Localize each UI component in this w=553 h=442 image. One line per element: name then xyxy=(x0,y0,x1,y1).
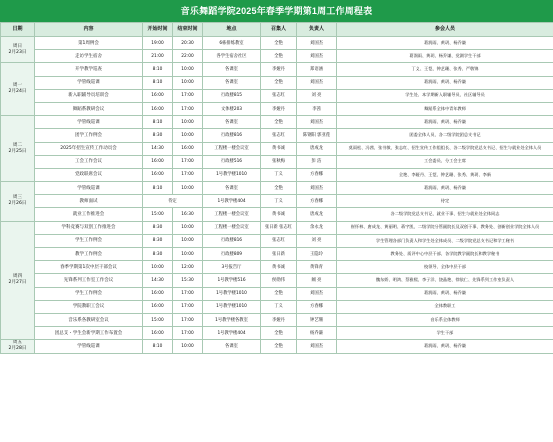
table-row xyxy=(1,327,553,340)
leader-cell: 刘国杰 xyxy=(297,340,337,353)
place-cell: 3号报告厅 xyxy=(203,261,261,274)
date-label: 2月23日 xyxy=(8,49,27,55)
header-place: 地点 xyxy=(203,23,261,37)
convener-cell: 全艳 xyxy=(261,340,297,353)
end-time-cell: 15:30 xyxy=(173,274,203,287)
leader-cell: 刘国杰 xyxy=(297,287,337,300)
leader-cell: 陈钢阳 郭亚莲 xyxy=(297,129,337,142)
leader-cell: 彭 洁 xyxy=(297,155,337,168)
leader-cell: 方春娜 xyxy=(297,195,337,208)
start-time-cell: 14:30 xyxy=(143,142,173,155)
attendees-cell: 葛润雨、黄玥、杨乔谦 xyxy=(337,37,553,50)
content-cell: 学管线巡课 xyxy=(35,116,143,129)
content-cell: 教学工作例会 xyxy=(35,248,143,261)
attendees-cell: 葛润雨、黄玥、杨乔谦 xyxy=(337,340,553,353)
start-time-cell: 16:00 xyxy=(143,89,173,102)
attendees-cell: 待定 xyxy=(337,195,553,208)
leader-cell: 杨乔谦 xyxy=(297,327,337,340)
date-label: 2月28日 xyxy=(8,346,27,352)
leader-cell: 刘 亮 xyxy=(297,234,337,247)
end-time-cell: 16:30 xyxy=(173,208,203,221)
date-cell xyxy=(1,116,35,182)
table-row xyxy=(1,182,553,195)
attendees-cell: 丁义、王恺、钟艺珊、张秀、严敬锦 xyxy=(337,63,553,76)
leader-cell: 王隐玲 xyxy=(297,248,337,261)
start-time-cell: 8:30 xyxy=(143,248,173,261)
place-cell: 各课室 xyxy=(203,76,261,89)
attendees-cell: 校领导、全体中层干部 xyxy=(337,261,553,274)
content-cell: 学科竞赛与双创工作推进会 xyxy=(35,221,143,234)
end-time-cell: 16:00 xyxy=(173,142,203,155)
attendees-cell: 葛润雨、黄玥、杨乔谦 xyxy=(337,287,553,300)
convener-cell: 张日新 xyxy=(261,248,297,261)
start-time-cell: 8:10 xyxy=(143,340,173,353)
header-start-time: 开始时间 xyxy=(143,23,173,37)
start-time-cell: 8:10 xyxy=(143,116,173,129)
content-cell: 团学工作例会 xyxy=(35,129,143,142)
leader-cell: 唐成龙 xyxy=(297,208,337,221)
start-time-cell: 16:00 xyxy=(143,327,173,340)
start-time-cell: 8:30 xyxy=(143,221,173,234)
end-time-cell: 17:00 xyxy=(173,89,203,102)
start-time-cell: 15:00 xyxy=(143,208,173,221)
date-cell xyxy=(1,340,35,353)
content-cell: 新入职辅导员培训会 xyxy=(35,89,143,102)
convener-cell: 李娅丹 xyxy=(261,313,297,326)
convener-cell: 黄书诚 xyxy=(261,261,297,274)
end-time-cell: 10:00 xyxy=(173,76,203,89)
content-cell: 学管线巡课 xyxy=(35,76,143,89)
place-cell: 行政楼516 xyxy=(203,155,261,168)
place-cell: 各课室 xyxy=(203,182,261,195)
place-cell: 文体楼203 xyxy=(203,102,261,115)
leader-cell: 刘国杰 xyxy=(297,76,337,89)
place-cell: 行政楼809 xyxy=(203,248,261,261)
date-cell xyxy=(1,182,35,222)
header-convener: 召集人 xyxy=(261,23,297,37)
date-label: 2月25日 xyxy=(8,148,27,154)
end-time-cell: 17:00 xyxy=(173,168,203,181)
table-row xyxy=(1,129,553,142)
end-time-cell: 10:00 xyxy=(173,340,203,353)
leader-cell: 刘国杰 xyxy=(297,182,337,195)
schedule-table xyxy=(0,22,553,354)
convener-cell: 全艳 xyxy=(261,327,297,340)
attendees-cell: 全艳、李娅丹、王恺、钟艺珊、张秀、黄玥、李新 xyxy=(337,168,553,181)
start-time-cell: 19:00 xyxy=(143,37,173,50)
convener-cell: 全艳 xyxy=(261,50,297,63)
start-time-cell: 16:00 xyxy=(143,287,173,300)
attendees-cell: 全体教职工 xyxy=(337,300,553,313)
table-row xyxy=(1,76,553,89)
header-row xyxy=(1,23,553,37)
table-row xyxy=(1,142,553,155)
place-cell: 1号教学楼各教室 xyxy=(203,313,261,326)
start-time-cell: 21:00 xyxy=(143,50,173,63)
table-row xyxy=(1,274,553,287)
table-row xyxy=(1,63,553,76)
leader-cell: 余永龙 xyxy=(297,221,337,234)
convener-cell: 李娅丹 xyxy=(261,102,297,115)
place-cell: 工程楼一楼会议室 xyxy=(203,221,261,234)
end-time-cell: 17:00 xyxy=(173,327,203,340)
place-cell: 1号教学楼516 xyxy=(203,274,261,287)
content-cell: 学生工作例会 xyxy=(35,234,143,247)
convener-cell: 黄书诚 xyxy=(261,208,297,221)
end-time-cell: 10:00 xyxy=(173,182,203,195)
convener-cell: 张志红 xyxy=(261,89,297,102)
place-cell: 行政楼815 xyxy=(203,89,261,102)
attendees-cell: 教务处、质评中心中层干部、各学院教学副院长和教学秘书 xyxy=(337,248,553,261)
attendees-cell: 学生管理各部门负责人和学生处全体成员、二级学院党总支书记和学工秘书 xyxy=(337,234,553,247)
content-cell: 春季学期第1次中层干部会议 xyxy=(35,261,143,274)
date-cell xyxy=(1,37,35,63)
start-time-cell: 16:00 xyxy=(143,300,173,313)
end-time-cell: 17:00 xyxy=(173,287,203,300)
content-cell: 教师面试 xyxy=(35,195,143,208)
table-row xyxy=(1,261,553,274)
place-cell: 1号教学楼404 xyxy=(203,327,261,340)
attendees-cell: 葛润雨、黄玥、杨乔谦 xyxy=(337,182,553,195)
end-time-cell: 10:00 xyxy=(173,63,203,76)
time-cell: 待定 xyxy=(143,195,203,208)
end-time-cell: 10:00 xyxy=(173,129,203,142)
end-time-cell: 22:00 xyxy=(173,50,203,63)
leader-cell: 阚 亮 xyxy=(297,274,337,287)
content-cell: 学生工作例会 xyxy=(35,287,143,300)
content-cell: 工会工作会议 xyxy=(35,155,143,168)
convener-cell: 全艳 xyxy=(261,76,297,89)
convener-cell: 张日新 张志红 xyxy=(261,221,297,234)
table-row xyxy=(1,168,553,181)
leader-cell: 刘国杰 xyxy=(297,116,337,129)
content-cell: 学院教职工会议 xyxy=(35,300,143,313)
content-cell: 学管线巡课 xyxy=(35,182,143,195)
start-time-cell: 8:10 xyxy=(143,182,173,195)
content-cell: 走访学生宿舍 xyxy=(35,50,143,63)
table-row xyxy=(1,89,553,102)
content-cell: 团总支・学生会新学期工作布置会 xyxy=(35,327,143,340)
content-cell: 音乐系各教研室会议 xyxy=(35,313,143,326)
convener-cell: 侯勋伟 xyxy=(261,274,297,287)
table-row xyxy=(1,208,553,221)
convener-cell: 全艳 xyxy=(261,116,297,129)
place-cell: 工程楼一楼会议室 xyxy=(203,208,261,221)
place-cell: 1号教学楼404 xyxy=(203,195,261,208)
start-time-cell: 8:10 xyxy=(143,63,173,76)
end-time-cell: 12:00 xyxy=(173,261,203,274)
table-row xyxy=(1,340,553,353)
leader-cell: 钟艺珊 xyxy=(297,313,337,326)
content-cell: 先锋系列工作室工作会议 xyxy=(35,274,143,287)
attendees-cell: 工会委员、分工会主席 xyxy=(337,155,553,168)
table-row xyxy=(1,50,553,63)
place-cell: 6栋排练教室 xyxy=(203,37,261,50)
end-time-cell: 17:00 xyxy=(173,155,203,168)
convener-cell: 全艳 xyxy=(261,182,297,195)
place-cell: 各课室 xyxy=(203,340,261,353)
attendees-cell: 团委全体人员、各二级学院团总支书记 xyxy=(337,129,553,142)
content-cell: 开学教学巡查 xyxy=(35,63,143,76)
place-cell: 行政楼816 xyxy=(203,234,261,247)
start-time-cell: 8:30 xyxy=(143,129,173,142)
table-row xyxy=(1,102,553,115)
content-cell: 学管线巡课 xyxy=(35,340,143,353)
weekday-label: 周五 xyxy=(12,340,23,346)
convener-cell: 丁义 xyxy=(261,168,297,181)
place-cell: 工程楼一楼会议室 xyxy=(203,142,261,155)
content-cell: 2025年招生宣传工作动员会 xyxy=(35,142,143,155)
convener-cell: 丁义 xyxy=(261,300,297,313)
leader-cell: 黄锋青 xyxy=(297,261,337,274)
attendees-cell: 音乐系全体教师 xyxy=(337,313,553,326)
table-row xyxy=(1,195,553,208)
start-time-cell: 8:10 xyxy=(143,76,173,89)
leader-cell: 方春娜 xyxy=(297,300,337,313)
leader-cell: 唐成龙 xyxy=(297,142,337,155)
place-cell: 1号教学楼1010 xyxy=(203,287,261,300)
content-cell: 舞蹈系教研会议 xyxy=(35,102,143,115)
attendees-cell: 崔怀林、唐成龙、黄丽明、蒋宇凯、二级学院分管副院长及双创干事、教务处、创新创业学院全体人员 xyxy=(337,221,553,234)
schedule-title: 音乐舞蹈学院2025年春季学期第1周工作周程表 xyxy=(0,0,553,22)
table-row xyxy=(1,287,553,300)
date-label: 2月26日 xyxy=(8,201,27,207)
leader-cell: 李茜 xyxy=(297,102,337,115)
table-row xyxy=(1,116,553,129)
weekday-label: 周一 xyxy=(12,83,23,89)
header-leader: 负责人 xyxy=(297,23,337,37)
start-time-cell: 15:00 xyxy=(143,313,173,326)
header-content: 内容 xyxy=(35,23,143,37)
leader-cell: 刘国杰 xyxy=(297,50,337,63)
start-time-cell: 14:30 xyxy=(143,274,173,287)
weekday-label: 周四 xyxy=(12,274,23,280)
attendees-cell: 学生干部 xyxy=(337,327,553,340)
table-row xyxy=(1,300,553,313)
leader-cell: 郑语涵 xyxy=(297,63,337,76)
end-time-cell: 10:00 xyxy=(173,248,203,261)
end-time-cell: 17:00 xyxy=(173,102,203,115)
end-time-cell: 17:00 xyxy=(173,300,203,313)
date-cell xyxy=(1,63,35,116)
convener-cell: 黄书诚 xyxy=(261,142,297,155)
convener-cell: 张秋梅 xyxy=(261,155,297,168)
content-cell: 就业工作推进会 xyxy=(35,208,143,221)
date-cell xyxy=(1,221,35,340)
end-time-cell: 17:00 xyxy=(173,313,203,326)
table-row xyxy=(1,155,553,168)
attendees-cell: 学生处、本学期新入职辅导员、社区辅导员 xyxy=(337,89,553,102)
convener-cell: 全艳 xyxy=(261,287,297,300)
convener-cell: 丁义 xyxy=(261,195,297,208)
header-end-time: 结束时间 xyxy=(173,23,203,37)
date-label: 2月24日 xyxy=(8,89,27,95)
start-time-cell: 16:00 xyxy=(143,102,173,115)
start-time-cell: 10:00 xyxy=(143,261,173,274)
content-cell: 党政联席会议 xyxy=(35,168,143,181)
table-row xyxy=(1,234,553,247)
table-row xyxy=(1,313,553,326)
content-cell: 第1周例会 xyxy=(35,37,143,50)
attendees-cell: 各二级学院党总支书记、就业干事、招生与就业处全体同志 xyxy=(337,208,553,221)
weekday-label: 周二 xyxy=(12,142,23,148)
leader-cell: 刘 亮 xyxy=(297,89,337,102)
convener-cell: 张志红 xyxy=(261,129,297,142)
weekday-label: 周日 xyxy=(12,43,23,49)
start-time-cell: 8:30 xyxy=(143,234,173,247)
attendees-cell: 莫雨松、冯茜、张书敏、张志红、招生宣传工作组组长、各二级学院党总支书记、招生与就业处全体人员 xyxy=(337,142,553,155)
end-time-cell: 20:30 xyxy=(173,37,203,50)
table-row xyxy=(1,221,553,234)
header-attendees: 参会人员 xyxy=(337,23,553,37)
header-date: 日期 xyxy=(1,23,35,37)
attendees-cell: 葛润雨、黄玥、杨乔谦、党湖学生干部 xyxy=(337,50,553,63)
place-cell: 各课室 xyxy=(203,63,261,76)
attendees-cell: 葛润雨、黄玥、杨乔谦 xyxy=(337,76,553,89)
table-row xyxy=(1,248,553,261)
schedule-body xyxy=(1,37,553,354)
leader-cell: 刘国杰 xyxy=(297,37,337,50)
table-row xyxy=(1,37,553,50)
attendees-cell: 魏东娇、明鸿、蔡雅熙、李子洋、饶晶艳、徐依仁、先锋系列工作室负责人 xyxy=(337,274,553,287)
attendees-cell: 葛润雨、黄玥、杨乔谦 xyxy=(337,116,553,129)
weekday-label: 周三 xyxy=(12,195,23,201)
place-cell: 各课室 xyxy=(203,116,261,129)
start-time-cell: 16:00 xyxy=(143,155,173,168)
place-cell: 各学生宿舍社区 xyxy=(203,50,261,63)
convener-cell: 张志红 xyxy=(261,234,297,247)
date-label: 2月27日 xyxy=(8,280,27,286)
end-time-cell: 10:00 xyxy=(173,116,203,129)
end-time-cell: 10:00 xyxy=(173,221,203,234)
end-time-cell: 10:00 xyxy=(173,234,203,247)
attendees-cell: 舞蹈系全体中青年教师 xyxy=(337,102,553,115)
convener-cell: 全艳 xyxy=(261,37,297,50)
start-time-cell: 16:00 xyxy=(143,168,173,181)
convener-cell: 李娅丹 xyxy=(261,63,297,76)
leader-cell: 方春娜 xyxy=(297,168,337,181)
place-cell: 行政楼816 xyxy=(203,129,261,142)
place-cell: 1号教学楼1010 xyxy=(203,168,261,181)
place-cell: 1号教学楼1010 xyxy=(203,300,261,313)
